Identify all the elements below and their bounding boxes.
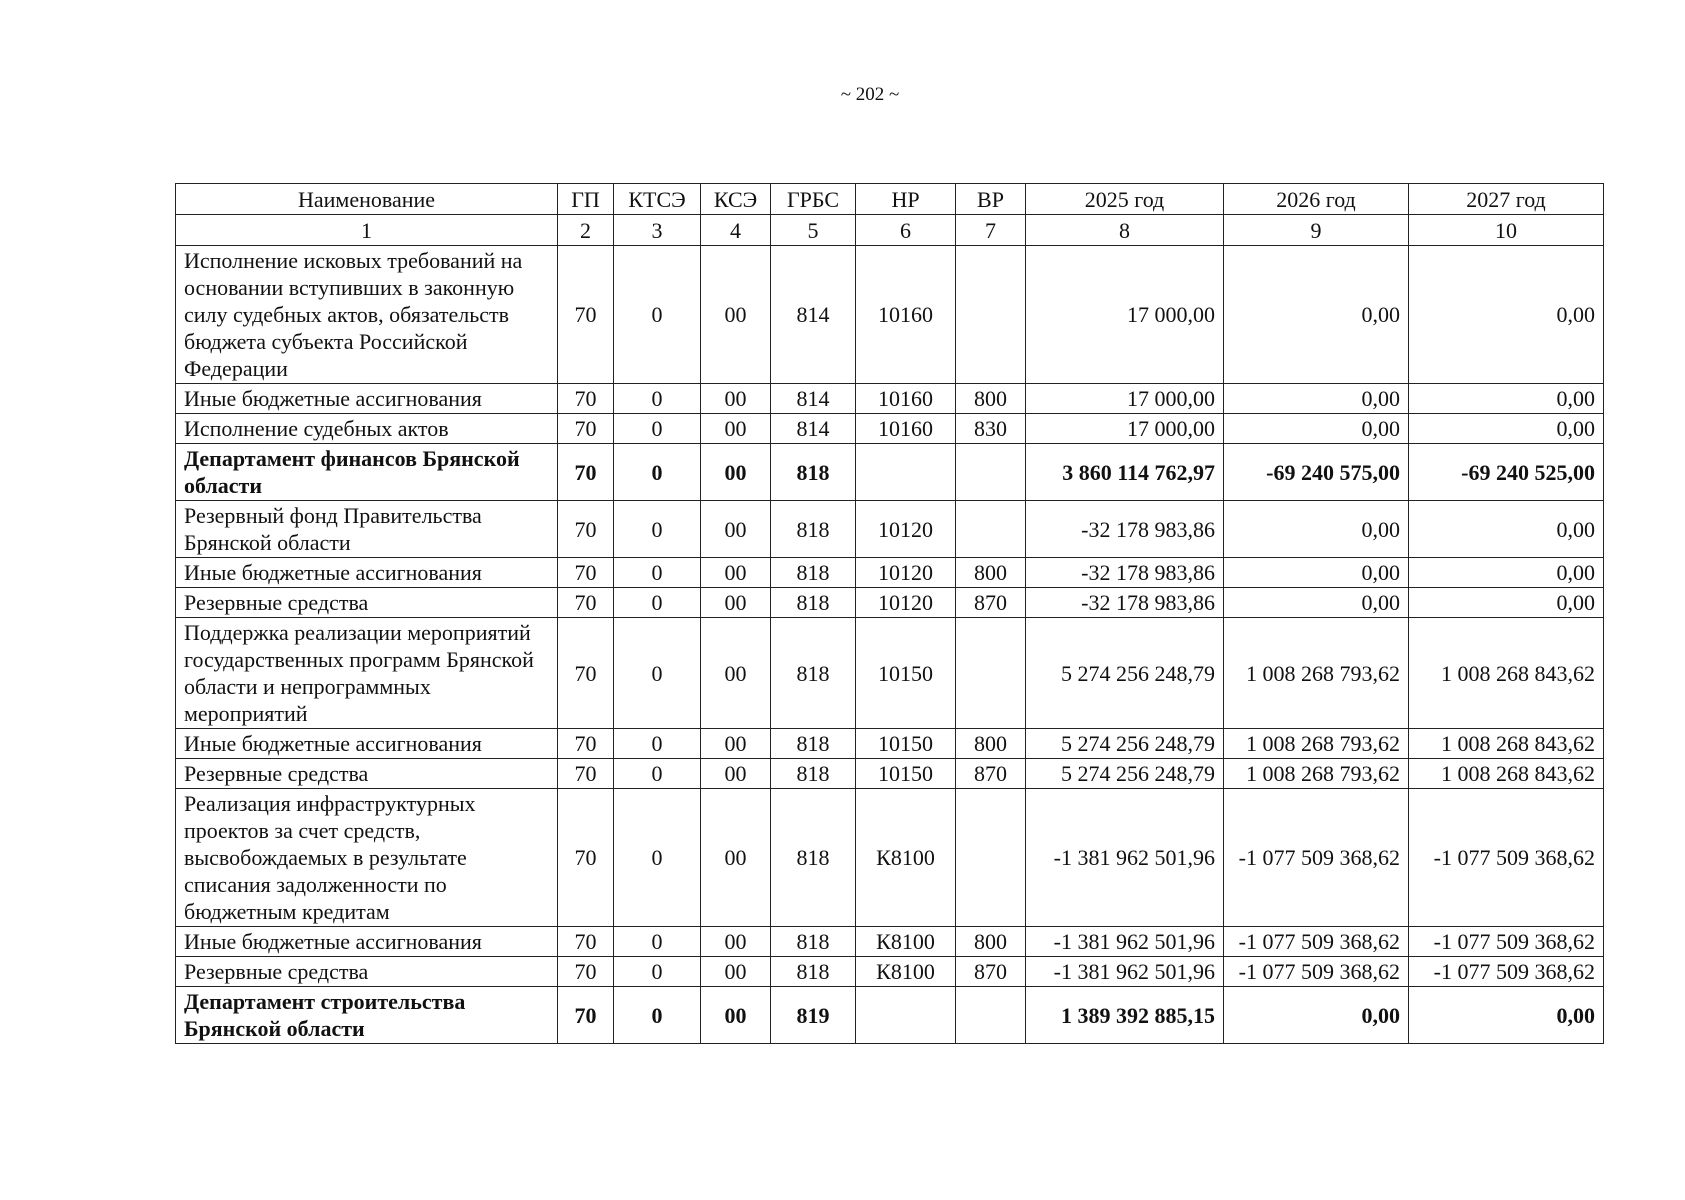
cell-gp: 70 xyxy=(558,444,614,501)
table-row xyxy=(176,987,1604,1044)
cell-kse: 00 xyxy=(701,957,771,987)
cell-kse: 00 xyxy=(701,759,771,789)
cell-grbs: 814 xyxy=(771,414,856,444)
cell-ktse: 0 xyxy=(614,444,701,501)
cell-vr xyxy=(956,501,1026,558)
cell-grbs: 818 xyxy=(771,558,856,588)
cell-kse: 00 xyxy=(701,729,771,759)
cell-2026: 0,00 xyxy=(1224,558,1409,588)
cell-gp: 70 xyxy=(558,588,614,618)
cell-vr: 870 xyxy=(956,957,1026,987)
table-row xyxy=(176,414,1604,444)
column-number: 10 xyxy=(1409,215,1604,246)
cell-gp: 70 xyxy=(558,957,614,987)
cell-kse: 00 xyxy=(701,927,771,957)
header-gp: ГП xyxy=(558,184,614,215)
cell-2025: 5 274 256 248,79 xyxy=(1026,729,1224,759)
table-row xyxy=(176,957,1604,987)
cell-nr: 10160 xyxy=(856,414,956,444)
header-kse: КСЭ xyxy=(701,184,771,215)
column-number: 8 xyxy=(1026,215,1224,246)
header-vr: ВР xyxy=(956,184,1026,215)
cell-2025: -1 381 962 501,96 xyxy=(1026,957,1224,987)
cell-2026: -1 077 509 368,62 xyxy=(1224,957,1409,987)
cell-kse: 00 xyxy=(701,987,771,1044)
cell-grbs: 814 xyxy=(771,384,856,414)
cell-2025: -32 178 983,86 xyxy=(1026,501,1224,558)
column-number: 5 xyxy=(771,215,856,246)
cell-grbs: 818 xyxy=(771,957,856,987)
budget-table xyxy=(175,183,1604,1044)
cell-gp: 70 xyxy=(558,759,614,789)
cell-name: Резервный фонд Правительства Брянской области xyxy=(176,501,558,558)
cell-2025: 17 000,00 xyxy=(1026,246,1224,384)
cell-grbs: 818 xyxy=(771,618,856,729)
cell-kse: 00 xyxy=(701,414,771,444)
cell-vr xyxy=(956,987,1026,1044)
cell-2025: -32 178 983,86 xyxy=(1026,558,1224,588)
cell-vr xyxy=(956,246,1026,384)
cell-2025: 5 274 256 248,79 xyxy=(1026,618,1224,729)
cell-nr: К8100 xyxy=(856,789,956,927)
cell-2026: -69 240 575,00 xyxy=(1224,444,1409,501)
cell-nr: 10120 xyxy=(856,588,956,618)
cell-gp: 70 xyxy=(558,246,614,384)
cell-vr: 800 xyxy=(956,384,1026,414)
cell-ktse: 0 xyxy=(614,384,701,414)
table-row xyxy=(176,927,1604,957)
cell-2026: 0,00 xyxy=(1224,414,1409,444)
table-body xyxy=(176,246,1604,1044)
cell-name: Поддержка реализации мероприятий государственных программ Брянской области и непрограммных мероприятий xyxy=(176,618,558,729)
cell-2027: 1 008 268 843,62 xyxy=(1409,759,1604,789)
header-2027: 2027 год xyxy=(1409,184,1604,215)
table-row xyxy=(176,501,1604,558)
cell-ktse: 0 xyxy=(614,501,701,558)
cell-2027: 0,00 xyxy=(1409,558,1604,588)
cell-ktse: 0 xyxy=(614,246,701,384)
cell-2026: 1 008 268 793,62 xyxy=(1224,729,1409,759)
cell-ktse: 0 xyxy=(614,789,701,927)
cell-name: Иные бюджетные ассигнования xyxy=(176,927,558,957)
cell-2026: 0,00 xyxy=(1224,987,1409,1044)
cell-2026: 0,00 xyxy=(1224,501,1409,558)
cell-kse: 00 xyxy=(701,246,771,384)
cell-2026: 0,00 xyxy=(1224,246,1409,384)
cell-kse: 00 xyxy=(701,384,771,414)
cell-2026: 0,00 xyxy=(1224,384,1409,414)
cell-ktse: 0 xyxy=(614,957,701,987)
cell-2027: -1 077 509 368,62 xyxy=(1409,789,1604,927)
table-row xyxy=(176,588,1604,618)
cell-grbs: 819 xyxy=(771,987,856,1044)
cell-vr xyxy=(956,444,1026,501)
cell-kse: 00 xyxy=(701,789,771,927)
cell-ktse: 0 xyxy=(614,558,701,588)
cell-kse: 00 xyxy=(701,588,771,618)
cell-2027: 1 008 268 843,62 xyxy=(1409,729,1604,759)
cell-2026: 0,00 xyxy=(1224,588,1409,618)
header-2025: 2025 год xyxy=(1026,184,1224,215)
column-number: 4 xyxy=(701,215,771,246)
cell-vr: 800 xyxy=(956,927,1026,957)
cell-vr: 800 xyxy=(956,558,1026,588)
cell-ktse: 0 xyxy=(614,729,701,759)
header-name: Наименование xyxy=(176,184,558,215)
cell-name: Исполнение исковых требований на основании вступивших в законную силу судебных актов, обязательств бюджета субъекта Российской Федерации xyxy=(176,246,558,384)
cell-2025: -1 381 962 501,96 xyxy=(1026,927,1224,957)
cell-2025: -32 178 983,86 xyxy=(1026,588,1224,618)
cell-2027: 0,00 xyxy=(1409,588,1604,618)
cell-nr xyxy=(856,987,956,1044)
cell-name: Резервные средства xyxy=(176,957,558,987)
cell-nr: К8100 xyxy=(856,927,956,957)
table-header xyxy=(176,184,1604,246)
header-2026: 2026 год xyxy=(1224,184,1409,215)
cell-name: Иные бюджетные ассигнования xyxy=(176,384,558,414)
cell-grbs: 818 xyxy=(771,927,856,957)
cell-nr: 10120 xyxy=(856,558,956,588)
table-row xyxy=(176,558,1604,588)
cell-2026: 1 008 268 793,62 xyxy=(1224,618,1409,729)
column-number: 2 xyxy=(558,215,614,246)
cell-2026: -1 077 509 368,62 xyxy=(1224,789,1409,927)
cell-nr: К8100 xyxy=(856,957,956,987)
cell-2027: -1 077 509 368,62 xyxy=(1409,957,1604,987)
cell-vr: 830 xyxy=(956,414,1026,444)
cell-gp: 70 xyxy=(558,927,614,957)
cell-grbs: 818 xyxy=(771,588,856,618)
cell-name: Реализация инфраструктурных проектов за счет средств, высвобождаемых в результате списания задолженности по бюджетным кредитам xyxy=(176,789,558,927)
cell-grbs: 814 xyxy=(771,246,856,384)
cell-kse: 00 xyxy=(701,444,771,501)
cell-gp: 70 xyxy=(558,729,614,759)
table-row xyxy=(176,246,1604,384)
cell-ktse: 0 xyxy=(614,618,701,729)
cell-2025: 17 000,00 xyxy=(1026,384,1224,414)
cell-ktse: 0 xyxy=(614,927,701,957)
header-grbs: ГРБС xyxy=(771,184,856,215)
cell-nr: 10160 xyxy=(856,246,956,384)
cell-2026: 1 008 268 793,62 xyxy=(1224,759,1409,789)
cell-ktse: 0 xyxy=(614,588,701,618)
cell-name: Исполнение судебных актов xyxy=(176,414,558,444)
column-number: 7 xyxy=(956,215,1026,246)
page-number: ~ 202 ~ xyxy=(840,84,900,105)
cell-2025: 5 274 256 248,79 xyxy=(1026,759,1224,789)
cell-kse: 00 xyxy=(701,558,771,588)
cell-gp: 70 xyxy=(558,558,614,588)
cell-2025: 3 860 114 762,97 xyxy=(1026,444,1224,501)
cell-2027: 0,00 xyxy=(1409,246,1604,384)
cell-gp: 70 xyxy=(558,501,614,558)
cell-ktse: 0 xyxy=(614,414,701,444)
table-row xyxy=(176,789,1604,927)
cell-gp: 70 xyxy=(558,384,614,414)
header-row xyxy=(176,184,1604,215)
cell-2027: -1 077 509 368,62 xyxy=(1409,927,1604,957)
cell-ktse: 0 xyxy=(614,987,701,1044)
cell-kse: 00 xyxy=(701,501,771,558)
table-row xyxy=(176,759,1604,789)
cell-nr: 10120 xyxy=(856,501,956,558)
cell-name: Резервные средства xyxy=(176,588,558,618)
table-row xyxy=(176,618,1604,729)
cell-vr: 800 xyxy=(956,729,1026,759)
column-number: 1 xyxy=(176,215,558,246)
cell-name: Иные бюджетные ассигнования xyxy=(176,558,558,588)
cell-gp: 70 xyxy=(558,414,614,444)
cell-nr: 10160 xyxy=(856,384,956,414)
cell-2025: -1 381 962 501,96 xyxy=(1026,789,1224,927)
cell-grbs: 818 xyxy=(771,759,856,789)
cell-2027: 0,00 xyxy=(1409,414,1604,444)
cell-name: Департамент строительства Брянской области xyxy=(176,987,558,1044)
column-number-row xyxy=(176,215,1604,246)
cell-name: Иные бюджетные ассигнования xyxy=(176,729,558,759)
cell-nr: 10150 xyxy=(856,759,956,789)
cell-2025: 17 000,00 xyxy=(1026,414,1224,444)
header-ktse: КТСЭ xyxy=(614,184,701,215)
cell-grbs: 818 xyxy=(771,444,856,501)
cell-nr: 10150 xyxy=(856,729,956,759)
cell-vr xyxy=(956,789,1026,927)
cell-grbs: 818 xyxy=(771,501,856,558)
cell-2026: -1 077 509 368,62 xyxy=(1224,927,1409,957)
cell-2027: 0,00 xyxy=(1409,987,1604,1044)
cell-gp: 70 xyxy=(558,789,614,927)
cell-nr xyxy=(856,444,956,501)
header-nr: НР xyxy=(856,184,956,215)
cell-vr: 870 xyxy=(956,588,1026,618)
cell-name: Департамент финансов Брянской области xyxy=(176,444,558,501)
cell-2025: 1 389 392 885,15 xyxy=(1026,987,1224,1044)
cell-2027: 0,00 xyxy=(1409,501,1604,558)
table-row xyxy=(176,384,1604,414)
column-number: 6 xyxy=(856,215,956,246)
cell-kse: 00 xyxy=(701,618,771,729)
cell-2027: -69 240 525,00 xyxy=(1409,444,1604,501)
cell-ktse: 0 xyxy=(614,759,701,789)
cell-gp: 70 xyxy=(558,618,614,729)
cell-2027: 0,00 xyxy=(1409,384,1604,414)
column-number: 9 xyxy=(1224,215,1409,246)
cell-gp: 70 xyxy=(558,987,614,1044)
cell-grbs: 818 xyxy=(771,789,856,927)
cell-vr xyxy=(956,618,1026,729)
cell-name: Резервные средства xyxy=(176,759,558,789)
table-row xyxy=(176,444,1604,501)
column-number: 3 xyxy=(614,215,701,246)
cell-grbs: 818 xyxy=(771,729,856,759)
cell-2027: 1 008 268 843,62 xyxy=(1409,618,1604,729)
cell-nr: 10150 xyxy=(856,618,956,729)
table-row xyxy=(176,729,1604,759)
cell-vr: 870 xyxy=(956,759,1026,789)
